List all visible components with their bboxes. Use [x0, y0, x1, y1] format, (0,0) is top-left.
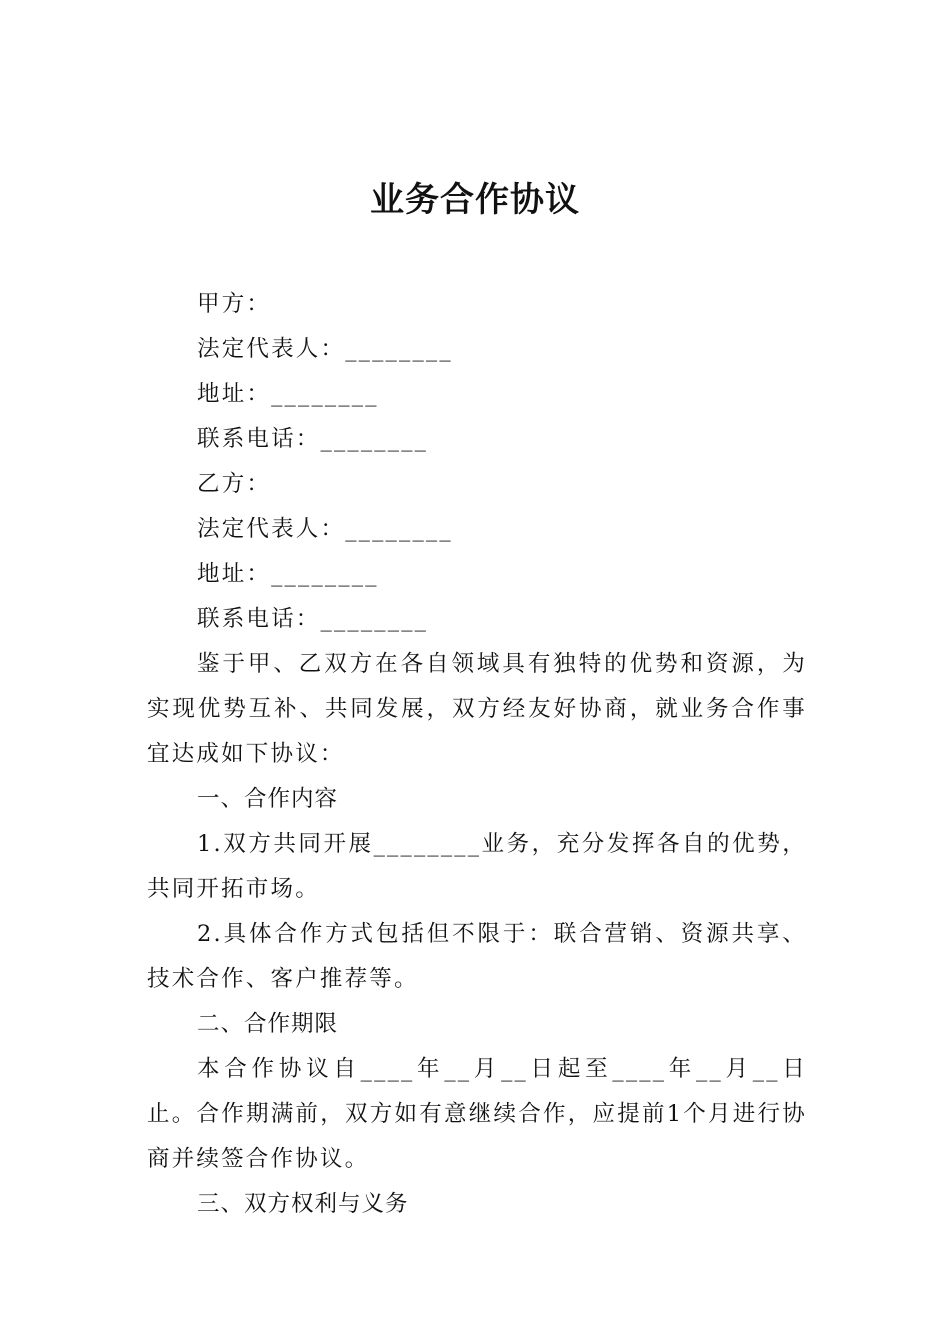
party-a-representative: 法定代表人：________: [197, 336, 453, 362]
party-b-representative: 法定代表人：________: [197, 516, 453, 542]
party-b-address: 地址：________: [197, 561, 379, 587]
document-title: 业务合作协议: [370, 180, 580, 220]
party-a-address: 地址：________: [197, 381, 379, 407]
document-body: [147, 282, 807, 1227]
section-heading: 一、合作内容: [197, 786, 339, 812]
section-paragraph: 1.双方共同开展________业务，充分发挥各自的优势，共同开拓市场。: [147, 831, 807, 902]
party-b-label: 乙方：: [197, 471, 272, 497]
party-a-phone: 联系电话：________: [197, 426, 429, 452]
section-paragraph: 本合作协议自____年__月__日起至____年__月__日止。合作期满前，双方如有意继续合作，应提前1个月进行协商并续签合作协议。: [147, 1056, 807, 1172]
party-b-phone: 联系电话：________: [197, 606, 429, 632]
preamble-paragraph: 鉴于甲、乙双方在各自领域具有独特的优势和资源，为实现优势互补、共同发展，双方经友好协商，就业务合作事宜达成如下协议：: [147, 651, 807, 767]
section-paragraph: 2.具体合作方式包括但不限于：联合营销、资源共享、技术合作、客户推荐等。: [147, 921, 807, 992]
section-heading: 二、合作期限: [197, 1011, 339, 1037]
section-heading: 三、双方权利与义务: [197, 1191, 409, 1217]
party-a-label: 甲方：: [197, 291, 272, 317]
